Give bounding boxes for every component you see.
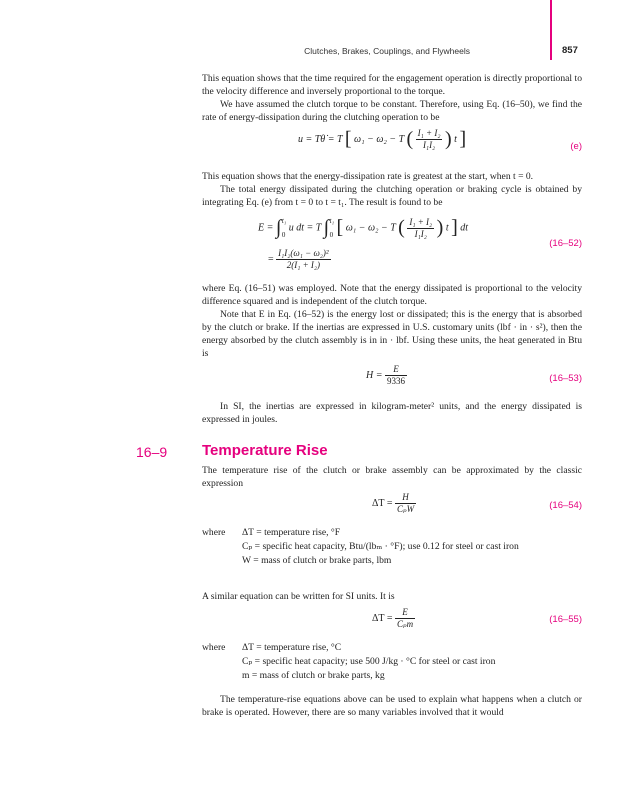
section-number: 16–9 — [136, 444, 168, 460]
paragraph-block-6 — [202, 590, 582, 603]
where-definition: m = mass of clutch or brake parts, kg — [242, 670, 385, 681]
fraction-energy: $\frac{\text{I₁I₂(ω₁ − ω₂)²}}{\text{2(I₁ + I₂)}}$ — [278, 248, 329, 270]
where-definition: W = mass of clutch or brake parts, lbm — [242, 555, 392, 566]
equation-16-55: ΔT = $\frac{E}{\text{Cₚm}}$ — [372, 607, 414, 629]
paren-open: ( — [406, 128, 414, 150]
paragraph-block-1 — [202, 72, 582, 124]
equation-e-t: t — [454, 133, 457, 145]
equation-e — [298, 128, 466, 151]
integral-tail: dt — [460, 222, 469, 234]
paren-close: ) — [436, 216, 444, 239]
equation-label-16-55: (16–55) — [549, 614, 582, 625]
bracket-open: [ — [344, 128, 352, 150]
paragraph: where Eq. (16–51) was employed. Note that the energy dissipated is proportional to the velocity difference squared and is independent of the clutch torque. — [202, 283, 582, 307]
where-word: where — [202, 642, 226, 653]
equation-16-52-line2 — [268, 248, 331, 271]
integral-limits: t₁ 0 — [281, 217, 287, 239]
page-number: 857 — [562, 45, 578, 56]
fraction-temp-si: $\frac{E}{\text{Cₚm}}$ — [397, 607, 414, 629]
paragraph: The temperature rise of the clutch or brake assembly can be approximated by the classic expression — [202, 465, 582, 489]
fraction-temp-us: $\frac{H}{\text{CₚW}}$ — [397, 492, 415, 514]
paragraph: We have assumed the clutch torque to be constant. Therefore, using Eq. (16–50), we find the rate of energy-dissipation during the clutching operation to be — [202, 99, 582, 123]
paragraph: Note that E in Eq. (16–52) is the energy lost or dissipated; this is the energy that is absorbed by the clutch or brake. If the inertias are expressed in U.S. customary units (lbf · in · s²), then the energy absorbed by the clutch assembly is in in · lbf. Using these units, the heat generated in Btu is — [202, 309, 582, 359]
equation-label-16-54: (16–54) — [549, 500, 582, 511]
equation-label-16-52: (16–52) — [549, 238, 582, 249]
equation-E-lhs: E = — [258, 222, 274, 234]
paragraph-block-7 — [202, 693, 582, 719]
paragraph: The temperature-rise equations above can be used to explain what happens when a clutch or brake is operated. However, there are so many variables involved that it would — [202, 694, 582, 718]
paragraph: In SI, the inertias are expressed in kilogram-meter² units, and the energy dissipated is expressed in joules. — [202, 401, 582, 425]
integral-sign: ∫ — [275, 216, 282, 239]
paragraph: This equation shows that the energy-dissipation rate is greatest at the start, when t = 0. — [202, 171, 534, 182]
where-list-us — [202, 526, 582, 566]
where-definition: ΔT = temperature rise, °C — [242, 642, 342, 653]
paren-open: ( — [398, 216, 405, 239]
header-rule — [550, 0, 552, 60]
integral-body: u dt = T — [288, 222, 322, 234]
section-title: Temperature Rise — [202, 442, 328, 459]
paragraph-block-5 — [202, 464, 582, 490]
integral-limits: t₁ 0 — [329, 217, 335, 239]
bracket-close: ] — [459, 128, 467, 150]
bracket-open: [ — [336, 216, 344, 239]
fraction-inertia: $\frac{\text{I₁ + I₂}}{\text{I₁I₂}}$ — [409, 216, 433, 239]
paren-close: ) — [444, 128, 452, 150]
equation-16-53: H = $\frac{E}{9336}$ — [366, 364, 405, 386]
paragraph-block-4 — [202, 400, 582, 426]
integral-sign: ∫ — [323, 216, 330, 239]
bracket-close: ] — [451, 216, 458, 239]
equation-label-16-53: (16–53) — [549, 373, 582, 384]
paragraph: A similar equation can be written for SI units. It is — [202, 591, 395, 602]
where-definition: ΔT = temperature rise, °F — [242, 527, 341, 538]
where-definition: Cₚ = specific heat capacity, Btu/(lbₘ · °F); use 0.12 for steel or cast iron — [242, 541, 519, 552]
equation-e-inner: ω₁ − ω₂ − T — [354, 133, 404, 145]
paragraph-block-3 — [202, 282, 582, 360]
equation-16-54: ΔT = $\frac{H}{\text{CₚW}}$ — [372, 492, 415, 514]
paragraph: The total energy dissipated during the clutching operation or braking cycle is obtained by integrating Eq. (e) from t = 0 to t = t₁. The result is found to be — [202, 184, 582, 208]
equation-16-52-line1: E = ∫ t₁ 0 u dt = T ∫ t₁ 0 [ ω₁ − ω₂ − T ( $\frac{\text{I₁ + I₂}}{\text{I₁I₂}}$ ) t ] dt — [258, 214, 468, 242]
equation-e-lhs: u = Tθ̇ = T — [298, 133, 343, 145]
paragraph-block-2 — [202, 170, 582, 209]
fraction-heat: $\frac{E}{9336}$ — [386, 364, 405, 386]
equals-sign: = — [268, 253, 274, 265]
where-word: where — [202, 527, 226, 538]
equation-label-e: (e) — [570, 141, 582, 152]
running-head: Clutches, Brakes, Couplings, and Flywheels — [304, 46, 470, 56]
where-list-si — [202, 641, 582, 681]
where-definition: Cₚ = specific heat capacity; use 500 J/kg · °C for steel or cast iron — [242, 656, 496, 667]
fraction-inertia: $\frac{\text{I₁ + I₂}}{\text{I₁I₂}}$ — [417, 128, 441, 150]
paragraph: This equation shows that the time required for the engagement operation is directly proportional to the velocity difference and inversely proportional to the torque. — [202, 73, 582, 97]
